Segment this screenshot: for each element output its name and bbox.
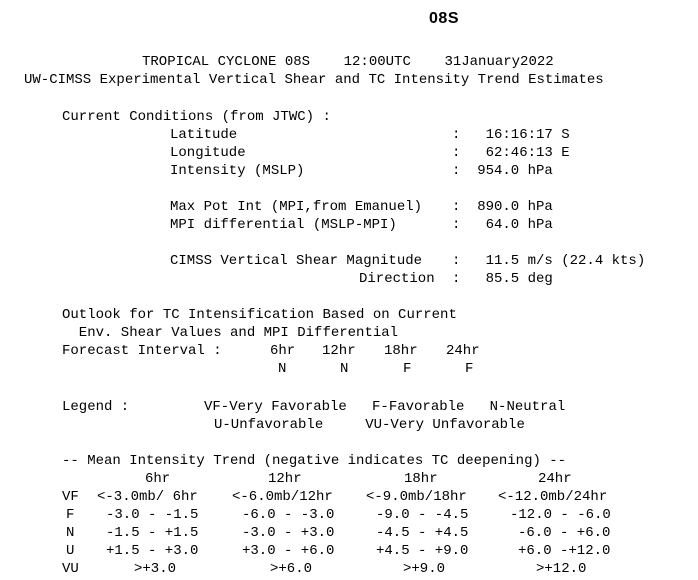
trend-cell: -4.5 - +4.5 [376, 525, 469, 541]
forecast-code-24hr: F [465, 361, 474, 377]
trend-cell: -12.0 - -6.0 [510, 507, 611, 523]
mpi-label: Max Pot Int (MPI,from Emanuel) [170, 199, 423, 215]
current-conditions-title: Current Conditions (from JTWC) : [62, 109, 331, 125]
trend-cell: <-6.0mb/12hr [232, 489, 333, 505]
trend-cell: +1.5 - +3.0 [106, 543, 199, 559]
trend-cell: -6.0 - -3.0 [242, 507, 335, 523]
trend-cell: >+6.0 [270, 561, 313, 577]
legend-line-2: U-Unfavorable VU-Very Unfavorable [214, 417, 525, 433]
forecast-interval-12hr: 12hr [322, 343, 356, 359]
cyclone-id: 08S [429, 10, 459, 27]
trend-cell: -3.0 - -1.5 [106, 507, 199, 523]
intensity-label: Intensity (MSLP) [170, 163, 305, 179]
trend-title: -- Mean Intensity Trend (negative indicates TC deepening) -- [62, 453, 567, 469]
trend-cell: >+9.0 [403, 561, 446, 577]
outlook-subtitle: Env. Shear Values and MPI Differential [62, 325, 399, 341]
trend-row-code: N [66, 525, 75, 541]
forecast-interval-label: Forecast Interval : [62, 343, 222, 359]
mpi-differential-label: MPI differential (MSLP-MPI) [170, 217, 397, 233]
legend-label: Legend : [62, 399, 130, 415]
report-title-line: TROPICAL CYCLONE 08S 12:00UTC 31January2022 [142, 54, 554, 70]
trend-cell: -1.5 - +1.5 [106, 525, 199, 541]
trend-cell: <-3.0mb/ 6hr [97, 489, 198, 505]
trend-row-code: U [66, 543, 75, 559]
shear-magnitude-value: : 11.5 m/s (22.4 kts) [452, 253, 646, 269]
forecast-interval-6hr: 6hr [270, 343, 296, 359]
trend-cell: <-12.0mb/24hr [498, 489, 608, 505]
cyclone-id-heading [0, 10, 698, 28]
mpi-value: : 890.0 hPa [452, 199, 553, 215]
trend-cell: >+3.0 [134, 561, 177, 577]
mpi-differential-value: : 64.0 hPa [452, 217, 553, 233]
trend-col-6hr: 6hr [145, 471, 171, 487]
trend-row-code: VU [62, 561, 79, 577]
trend-cell: +4.5 - +9.0 [376, 543, 469, 559]
trend-cell: +6.0 -+12.0 [518, 543, 611, 559]
forecast-interval-24hr: 24hr [446, 343, 480, 359]
trend-cell: +3.0 - +6.0 [242, 543, 335, 559]
latitude-label: Latitude [170, 127, 238, 143]
shear-direction-label: Direction [359, 271, 435, 287]
trend-cell: >+12.0 [536, 561, 587, 577]
trend-col-18hr: 18hr [404, 471, 438, 487]
longitude-label: Longitude [170, 145, 246, 161]
trend-row-code: VF [62, 489, 79, 505]
trend-cell: -3.0 - +3.0 [242, 525, 335, 541]
latitude-value: : 16:16:17 S [452, 127, 570, 143]
forecast-code-6hr: N [278, 361, 287, 377]
forecast-code-12hr: N [340, 361, 349, 377]
shear-magnitude-label: CIMSS Vertical Shear Magnitude [170, 253, 423, 269]
trend-row-code: F [66, 507, 75, 523]
forecast-code-18hr: F [403, 361, 412, 377]
trend-cell: -9.0 - -4.5 [376, 507, 469, 523]
trend-col-24hr: 24hr [538, 471, 572, 487]
forecast-interval-18hr: 18hr [384, 343, 418, 359]
report-subtitle-line: UW-CIMSS Experimental Vertical Shear and TC Intensity Trend Estimates [24, 72, 604, 88]
outlook-title: Outlook for TC Intensification Based on Current [62, 307, 457, 323]
trend-cell: <-9.0mb/18hr [366, 489, 467, 505]
trend-col-12hr: 12hr [268, 471, 302, 487]
trend-cell: -6.0 - +6.0 [518, 525, 611, 541]
legend-line-1: VF-Very Favorable F-Favorable N-Neutral [204, 399, 566, 415]
longitude-value: : 62:46:13 E [452, 145, 570, 161]
shear-direction-value: : 85.5 deg [452, 271, 553, 287]
intensity-value: : 954.0 hPa [452, 163, 553, 179]
